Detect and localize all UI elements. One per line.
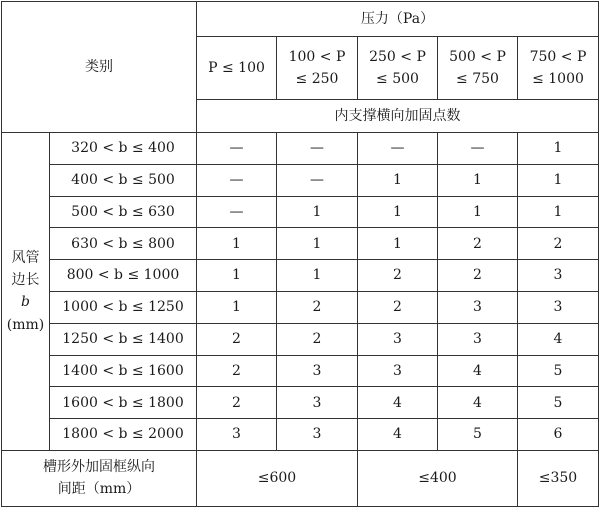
table-row	[2, 355, 599, 387]
pressure-range-header-3: 250 < P ≤ 500	[358, 37, 438, 100]
reinforcement-count: 1	[438, 164, 518, 196]
reinforcement-count: 4	[438, 387, 518, 419]
reinforcement-count: 1	[518, 133, 599, 165]
reinforcement-count: 1	[518, 196, 599, 228]
reinforcement-count: 2	[197, 355, 277, 387]
table-row	[2, 133, 599, 165]
reinforcement-count: 4	[518, 323, 599, 355]
reinforcement-count: 1	[277, 196, 358, 228]
reinforcement-count: 4	[358, 387, 438, 419]
reinforcement-count: —	[197, 164, 277, 196]
side-length-range: 320 < b ≤ 400	[50, 133, 197, 165]
pressure-header: 压力（Pa）	[197, 2, 599, 37]
reinforcement-count: 3	[358, 323, 438, 355]
footer-row	[2, 450, 599, 506]
reinforcement-count: 1	[438, 196, 518, 228]
reinforcement-count: 2	[438, 260, 518, 292]
table-row	[2, 228, 599, 260]
side-length-range: 800 < b ≤ 1000	[50, 260, 197, 292]
side-length-range: 1400 < b ≤ 1600	[50, 355, 197, 387]
table-row	[2, 291, 599, 323]
reinforcement-count: 2	[358, 260, 438, 292]
reinforcement-count: 1	[358, 196, 438, 228]
reinforcement-count: —	[197, 133, 277, 165]
table-row	[2, 196, 599, 228]
side-length-range: 1800 < b ≤ 2000	[50, 419, 197, 451]
reinforcement-points-header: 内支撑横向加固点数	[197, 100, 599, 133]
reinforcement-count: 3	[438, 291, 518, 323]
pressure-range-header-2: 100 < P ≤ 250	[277, 37, 358, 100]
reinforcement-count: 1	[358, 164, 438, 196]
reinforcement-count: 3	[438, 323, 518, 355]
reinforcement-count: 6	[518, 419, 599, 451]
table-row	[2, 164, 599, 196]
spacing-value-1: ≤600	[197, 450, 358, 506]
reinforcement-count: 2	[197, 323, 277, 355]
category-header: 类别	[2, 2, 197, 133]
reinforcement-count: 3	[277, 387, 358, 419]
reinforcement-count: 2	[358, 291, 438, 323]
spacing-value-3: ≤350	[518, 450, 599, 506]
side-length-range: 400 < b ≤ 500	[50, 164, 197, 196]
reinforcement-count: 5	[438, 419, 518, 451]
reinforcement-count: —	[197, 196, 277, 228]
spacing-value-2: ≤400	[358, 450, 518, 506]
header-row-pressure	[2, 2, 599, 37]
reinforcement-count: 3	[277, 419, 358, 451]
reinforcement-count: —	[358, 133, 438, 165]
table-row	[2, 419, 599, 451]
reinforcement-count: 5	[518, 387, 599, 419]
reinforcement-count: 2	[277, 291, 358, 323]
reinforcement-count: 3	[197, 419, 277, 451]
duct-side-length-group: 风管 边长 b (mm)	[2, 133, 50, 451]
reinforcement-count: 1	[358, 228, 438, 260]
reinforcement-count: 1	[518, 164, 599, 196]
side-length-range: 1600 < b ≤ 1800	[50, 387, 197, 419]
reinforcement-count: 1	[277, 228, 358, 260]
reinforcement-count: 3	[518, 291, 599, 323]
reinforcement-count: 4	[438, 355, 518, 387]
reinforcement-count: 3	[518, 260, 599, 292]
table-row	[2, 387, 599, 419]
pressure-range-header-5: 750 < P ≤ 1000	[518, 37, 599, 100]
reinforcement-count: 3	[358, 355, 438, 387]
channel-frame-spacing-label: 槽形外加固框纵向 间距（mm）	[2, 450, 197, 506]
side-length-range: 1000 < b ≤ 1250	[50, 291, 197, 323]
reinforcement-count: 3	[277, 355, 358, 387]
table-row	[2, 260, 599, 292]
reinforcement-count: 2	[518, 228, 599, 260]
reinforcement-count: 1	[197, 260, 277, 292]
reinforcement-count: 4	[358, 419, 438, 451]
reinforcement-count: —	[277, 164, 358, 196]
pressure-range-header-4: 500 < P ≤ 750	[438, 37, 518, 100]
side-length-range: 500 < b ≤ 630	[50, 196, 197, 228]
reinforcement-count: 2	[277, 323, 358, 355]
reinforcement-count: —	[438, 133, 518, 165]
reinforcement-count: 1	[197, 228, 277, 260]
reinforcement-count: 2	[438, 228, 518, 260]
reinforcement-count: —	[277, 133, 358, 165]
reinforcement-count: 2	[197, 387, 277, 419]
reinforcement-count: 1	[277, 260, 358, 292]
reinforcement-spec-table	[1, 1, 599, 507]
side-length-range: 1250 < b ≤ 1400	[50, 323, 197, 355]
table-row	[2, 323, 599, 355]
reinforcement-count: 5	[518, 355, 599, 387]
reinforcement-count: 1	[197, 291, 277, 323]
side-length-range: 630 < b ≤ 800	[50, 228, 197, 260]
pressure-range-header-1: P ≤ 100	[197, 37, 277, 100]
